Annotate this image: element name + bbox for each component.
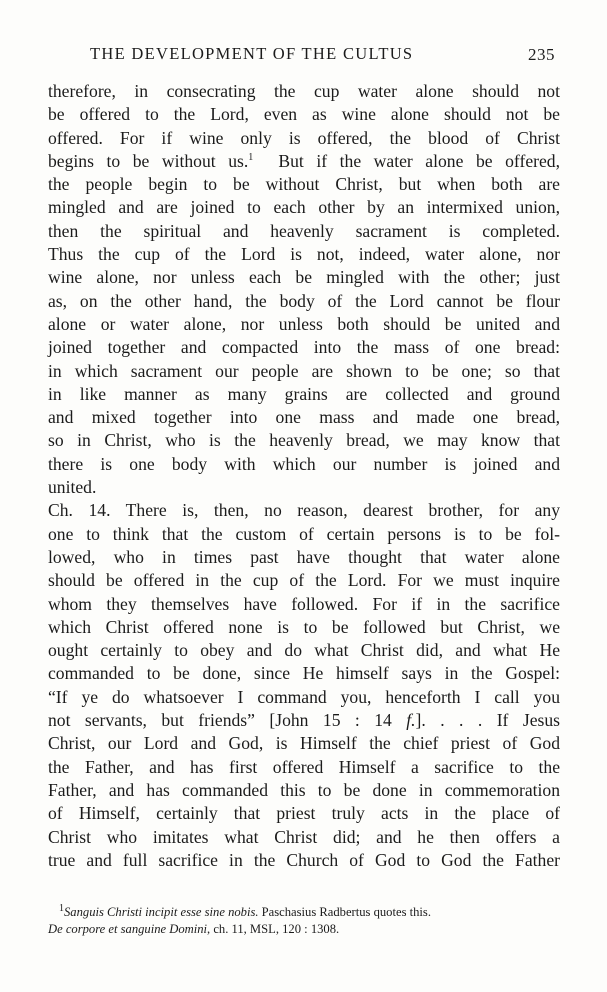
footnote-text: , ch. 11, MSL, 120 : 1308.: [207, 922, 340, 936]
footnote-line: [48, 921, 560, 938]
text-line: of Himself, certainly that priest truly acts in the place of: [48, 803, 560, 824]
text-line: Christ, our Lord and God, is Himself the chief priest of God: [48, 733, 560, 754]
running-title: THE DEVELOPMENT OF THE CULTUS: [90, 44, 414, 63]
text-line: “If ye do whatsoever I command you, henceforth I call you: [48, 686, 560, 707]
text-line: should be offered in the cup of the Lord. For we must inquire: [48, 570, 560, 591]
text-line: there is one body with which our number is joined and: [48, 453, 560, 474]
text-line: Father, and has commanded this to be done in commemoration: [48, 779, 560, 800]
text-line: [48, 150, 560, 173]
text-segment: ]. . . . If Jesus: [415, 710, 560, 731]
citation-italic: f.: [406, 710, 416, 731]
text-line: offered. For if wine only is offered, the blood of Christ: [48, 127, 560, 148]
text-line: the people begin to be without Christ, but when both are: [48, 174, 560, 195]
text-line: one to think that the custom of certain persons is to be fol-: [48, 523, 560, 544]
text-line: wine alone, nor unless each be mingled with the other; just: [48, 267, 560, 288]
text-line: then the spiritual and heavenly sacrament is completed.: [48, 220, 560, 241]
text-line: Christ who imitates what Christ did; and he then offers a: [48, 826, 560, 847]
footnote-latin: Sanguis Christi incipit esse sine nobis.: [64, 905, 259, 919]
text-line: be offered to the Lord, even as wine alone should not be: [48, 104, 560, 125]
text-line: commanded to be done, since He himself says in the Gospel:: [48, 663, 560, 684]
text-line: joined together and compacted into the mass of one bread:: [48, 337, 560, 358]
text-line: therefore, in consecrating the cup water alone should not: [48, 81, 560, 101]
text-line: true and full sacrifice in the Church of God to God the Father: [48, 849, 560, 870]
footnote-line: [48, 904, 560, 921]
footnote-work-title: De corpore et sanguine Domini: [48, 922, 208, 936]
text-line: so in Christ, who is the heavenly bread, we may know that: [48, 430, 560, 451]
text-line: ought certainly to obey and do what Christ did, and what He: [48, 640, 560, 661]
footnote-text: Paschasius Radbertus quotes this.: [258, 905, 431, 919]
footnote-marker: 1: [59, 902, 64, 914]
text-line: mingled and are joined to each other by an intermixed union,: [48, 197, 560, 218]
footnote: [48, 904, 560, 938]
text-line: in like manner as many grains are collected and ground: [48, 383, 560, 404]
text-line: which Christ offered none is to be followed but Christ, we: [48, 616, 560, 637]
text-segment: But if the water alone be offered,: [278, 150, 560, 171]
main-text: [48, 80, 560, 872]
text-line: and mixed together into one mass and made one bread,: [48, 407, 560, 428]
footnote-reference: 1: [248, 152, 254, 164]
text-line: as, on the other hand, the body of the Lord cannot be flour: [48, 290, 560, 311]
text-segment: begins to be without us.: [48, 150, 249, 171]
text-line: the Father, and has first offered Himself a sacrifice to the: [48, 756, 560, 777]
text-line: alone or water alone, nor unless both should be united and: [48, 313, 560, 334]
text-line: Ch. 14. There is, then, no reason, dearest brother, for any: [48, 500, 560, 521]
text-line: united.: [48, 477, 97, 498]
text-segment: not servants, but friends” [John 15 : 14: [48, 710, 407, 731]
text-line: lowed, who in times past have thought that water alone: [48, 546, 560, 567]
page-number: 235: [528, 45, 555, 64]
text-line: whom they themselves have followed. For if in the sacrifice: [48, 593, 560, 614]
text-line: in which sacrament our people are shown to be one; so that: [48, 360, 560, 381]
text-line: Thus the cup of the Lord is not, indeed, water alone, nor: [48, 244, 560, 265]
text-line: [48, 709, 560, 732]
